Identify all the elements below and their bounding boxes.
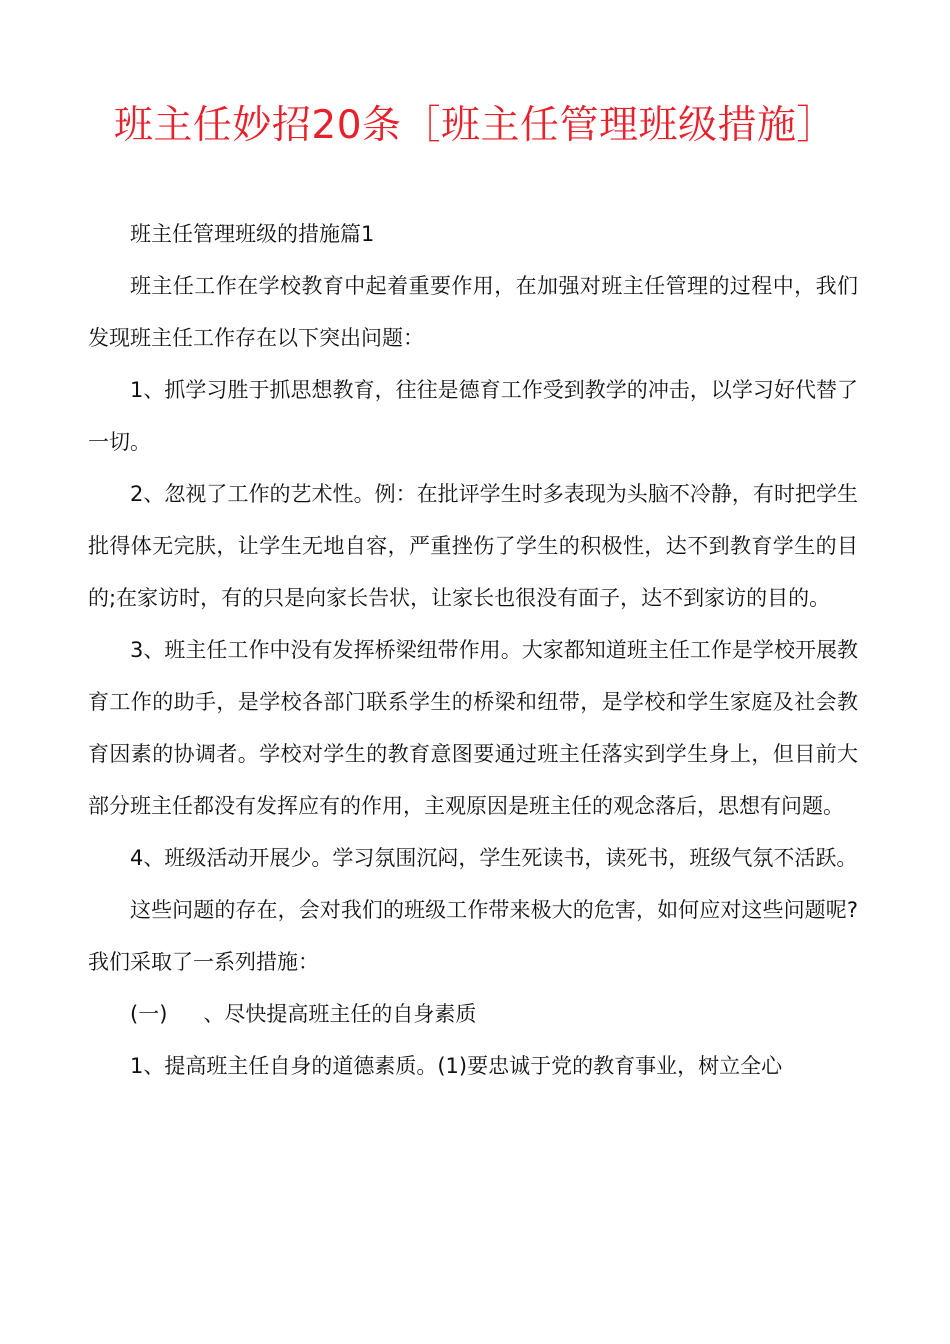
section-heading-text: 、尽快提高班主任的自身素质 — [203, 1002, 477, 1026]
paragraph-measures-intro: 这些问题的存在，会对我们的班级工作带来极大的危害，如何应对这些问题呢?我们采取了一系列措施： — [88, 898, 858, 974]
document-body — [88, 208, 858, 1092]
paragraph-measure-1: 1、提高班主任自身的道德素质。(1)要忠诚于党的教育事业，树立全心 — [130, 1054, 783, 1078]
section-number: (一) — [130, 1002, 168, 1026]
section-heading — [88, 988, 858, 1040]
paragraph-problem-2: 2、忽视了工作的艺术性。例：在批评学生时多表现为头脑不冷静，有时把学生批得体无完肤，让学生无地自容，严重挫伤了学生的积极性，达不到教育学生的目的;在家访时，有的只是向家长告状，让家长也很没有面子，达不到家访的目的。 — [88, 482, 858, 610]
paragraph-problem-4: 4、班级活动开展少。学习氛围沉闷，学生死读书，读死书，班级气氛不活跃。 — [130, 846, 858, 870]
paragraph-problem-3: 3、班主任工作中没有发挥桥梁纽带作用。大家都知道班主任工作是学校开展教育工作的助手，是学校各部门联系学生的桥梁和纽带，是学校和学生家庭及社会教育因素的协调者。学校对学生的教育意图要通过班主任落实到学生身上，但目前大部分班主任都没有发挥应有的作用，主观原因是班主任的观念落后，思想有问题。 — [88, 638, 858, 818]
paragraph-problem-1: 1、抓学习胜于抓思想教育，往往是德育工作受到教学的冲击，以学习好代替了一切。 — [88, 378, 858, 454]
paragraph-intro: 班主任工作在学校教育中起着重要作用，在加强对班主任管理的过程中，我们发现班主任工作存在以下突出问题： — [88, 274, 858, 350]
section-subtitle: 班主任管理班级的措施篇1 — [130, 222, 375, 246]
document-title: 班主任妙招20条［班主任管理班级措施］ — [113, 103, 837, 148]
